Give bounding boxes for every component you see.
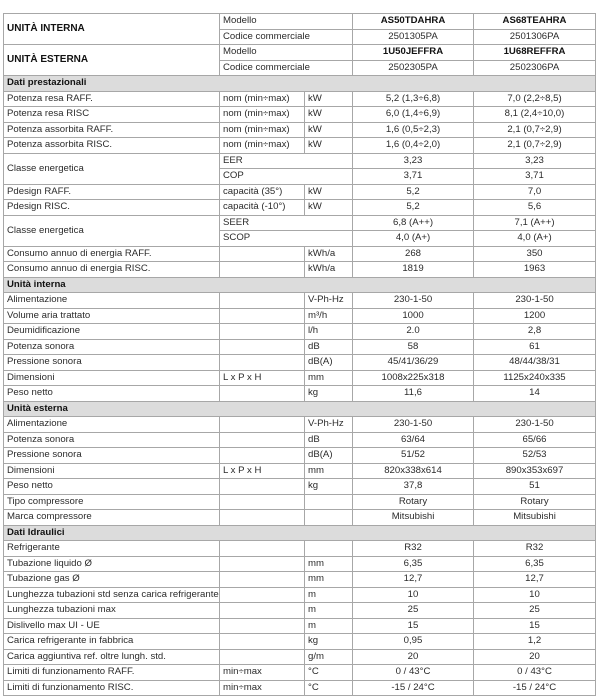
value-model-2: 1125x240x335 (474, 370, 596, 386)
row-label: Limiti di funzionamento RISC. (4, 680, 220, 696)
value-model-1: 4,0 (A+) (353, 231, 474, 247)
row-unit: kW (305, 91, 353, 107)
value-model-1: 15 (353, 618, 474, 634)
row-condition: nom (min÷max) (220, 122, 305, 138)
row-condition (220, 324, 305, 340)
value-model-2: 2,8 (474, 324, 596, 340)
row-label: Potenza assorbita RAFF. (4, 122, 220, 138)
value-model-2: 5,6 (474, 200, 596, 216)
value-model-1: 1008x225x318 (353, 370, 474, 386)
value-model-1: 5,2 (353, 200, 474, 216)
value-model-1: 11,6 (353, 386, 474, 402)
row-label: Pressione sonora (4, 355, 220, 371)
table-row (4, 665, 596, 681)
value-model-1: 10 (353, 587, 474, 603)
value-model-2: 12,7 (474, 572, 596, 588)
row-label: Deumidificazione (4, 324, 220, 340)
row-unit: kW (305, 184, 353, 200)
row-condition: L x P x H (220, 370, 305, 386)
row-unit: mm (305, 370, 353, 386)
value-model-1: 6,35 (353, 556, 474, 572)
row-condition (220, 572, 305, 588)
row-label: Pdesign RAFF. (4, 184, 220, 200)
row-label: Lunghezza tubazioni std senza carica refrigerante (4, 587, 220, 603)
row-condition (220, 448, 305, 464)
row-label: Dislivello max UI - UE (4, 618, 220, 634)
row-unit: V-Ph-Hz (305, 417, 353, 433)
table-row (4, 246, 596, 262)
row-label: Alimentazione (4, 293, 220, 309)
section-title: Unità esterna (4, 401, 596, 417)
value-model-2: 48/44/38/31 (474, 355, 596, 371)
table-row (4, 541, 596, 557)
table-row (4, 417, 596, 433)
row-label: Classe energetica (4, 153, 220, 184)
table-row (4, 324, 596, 340)
section-title: Dati Idraulici (4, 525, 596, 541)
row-unit: l/h (305, 324, 353, 340)
row-condition: capacità (-10°) (220, 200, 305, 216)
value-model-1: 12,7 (353, 572, 474, 588)
row-condition: EER (220, 153, 353, 169)
esterna-model-row (4, 45, 596, 61)
row-unit: m³/h (305, 308, 353, 324)
section-title: Dati prestazionali (4, 76, 596, 92)
row-unit: m (305, 587, 353, 603)
table-row (4, 603, 596, 619)
row-condition (220, 618, 305, 634)
value-model-2: 8,1 (2,4÷10,0) (474, 107, 596, 123)
value-model-2: 4,0 (A+) (474, 231, 596, 247)
spec-sheet (3, 13, 595, 696)
row-unit: kWh/a (305, 262, 353, 278)
row-label: Tubazione liquido Ø (4, 556, 220, 572)
table-row (4, 355, 596, 371)
row-unit (305, 494, 353, 510)
table-row (4, 432, 596, 448)
row-label: Tipo compressore (4, 494, 220, 510)
section-header (4, 76, 596, 92)
row-label: Dimensioni (4, 463, 220, 479)
row-condition: capacità (35°) (220, 184, 305, 200)
row-unit: m (305, 618, 353, 634)
row-condition (220, 634, 305, 650)
table-row (4, 339, 596, 355)
value-model-2: 51 (474, 479, 596, 495)
row-condition: L x P x H (220, 463, 305, 479)
value-model-1: 63/64 (353, 432, 474, 448)
esterna-code-1: 2502305PA (353, 60, 474, 76)
value-model-2: 350 (474, 246, 596, 262)
row-unit: V-Ph-Hz (305, 293, 353, 309)
value-model-1: 2.0 (353, 324, 474, 340)
table-row (4, 618, 596, 634)
table-row (4, 494, 596, 510)
value-model-2: 14 (474, 386, 596, 402)
row-unit: mm (305, 556, 353, 572)
row-label: Dimensioni (4, 370, 220, 386)
table-row (4, 308, 596, 324)
row-condition (220, 339, 305, 355)
row-condition (220, 541, 305, 557)
value-model-2: 1,2 (474, 634, 596, 650)
table-row (4, 479, 596, 495)
row-condition (220, 587, 305, 603)
value-model-2: 230-1-50 (474, 293, 596, 309)
row-label: Peso netto (4, 386, 220, 402)
table-row (4, 680, 596, 696)
table-row (4, 91, 596, 107)
row-label: Potenza resa RAFF. (4, 91, 220, 107)
value-model-1: 230-1-50 (353, 417, 474, 433)
table-row (4, 107, 596, 123)
row-label: Pressione sonora (4, 448, 220, 464)
row-condition (220, 293, 305, 309)
row-condition (220, 494, 305, 510)
section-header (4, 401, 596, 417)
row-label: Refrigerante (4, 541, 220, 557)
row-unit: kW (305, 107, 353, 123)
value-model-2: 1200 (474, 308, 596, 324)
value-model-1: 6,0 (1,4÷6,9) (353, 107, 474, 123)
value-model-1: R32 (353, 541, 474, 557)
row-unit: kW (305, 122, 353, 138)
row-condition: nom (min÷max) (220, 138, 305, 154)
row-unit (305, 541, 353, 557)
row-label: Classe energetica (4, 215, 220, 246)
row-label: Potenza assorbita RISC. (4, 138, 220, 154)
value-model-2: 890x353x697 (474, 463, 596, 479)
modello-label: Modello (220, 14, 353, 30)
table-row (4, 556, 596, 572)
spec-table (3, 13, 596, 696)
value-model-1: 0 / 43°C (353, 665, 474, 681)
value-model-1: 1,6 (0,4÷2,0) (353, 138, 474, 154)
row-label: Limiti di funzionamento RAFF. (4, 665, 220, 681)
unita-interna-label: UNITÀ INTERNA (4, 14, 220, 45)
value-model-2: 3,23 (474, 153, 596, 169)
row-unit: mm (305, 572, 353, 588)
row-label: Marca compressore (4, 510, 220, 526)
value-model-2: 65/66 (474, 432, 596, 448)
value-model-1: 25 (353, 603, 474, 619)
row-label: Carica aggiuntiva ref. oltre lungh. std. (4, 649, 220, 665)
row-unit: kW (305, 138, 353, 154)
row-condition (220, 262, 305, 278)
table-row (4, 200, 596, 216)
row-condition (220, 417, 305, 433)
interna-model-1: AS50TDAHRA (353, 14, 474, 30)
interna-model-row (4, 14, 596, 30)
value-model-1: 230-1-50 (353, 293, 474, 309)
row-condition: SCOP (220, 231, 353, 247)
row-unit: kg (305, 634, 353, 650)
row-unit: dB(A) (305, 448, 353, 464)
value-model-2: 6,35 (474, 556, 596, 572)
value-model-2: 15 (474, 618, 596, 634)
table-row (4, 649, 596, 665)
section-header (4, 525, 596, 541)
value-model-2: 10 (474, 587, 596, 603)
row-label: Carica refrigerante in fabbrica (4, 634, 220, 650)
value-model-2: 7,0 (2,2÷8,5) (474, 91, 596, 107)
value-model-1: 6,8 (A++) (353, 215, 474, 231)
row-condition: SEER (220, 215, 353, 231)
value-model-1: 51/52 (353, 448, 474, 464)
codice-label: Codice commerciale (220, 29, 353, 45)
row-unit: °C (305, 665, 353, 681)
row-condition: min÷max (220, 680, 305, 696)
value-model-2: 7,1 (A++) (474, 215, 596, 231)
value-model-1: 0,95 (353, 634, 474, 650)
interna-code-2: 2501306PA (474, 29, 596, 45)
row-unit: kWh/a (305, 246, 353, 262)
value-model-2: Rotary (474, 494, 596, 510)
table-row (4, 262, 596, 278)
value-model-2: 61 (474, 339, 596, 355)
row-condition (220, 386, 305, 402)
value-model-2: 3,71 (474, 169, 596, 185)
value-model-1: 20 (353, 649, 474, 665)
row-unit: dB (305, 339, 353, 355)
section-title: Unità interna (4, 277, 596, 293)
value-model-1: 58 (353, 339, 474, 355)
row-unit (305, 510, 353, 526)
row-condition: COP (220, 169, 353, 185)
value-model-2: 25 (474, 603, 596, 619)
value-model-2: 7,0 (474, 184, 596, 200)
row-label: Lunghezza tubazioni max (4, 603, 220, 619)
row-condition: nom (min÷max) (220, 107, 305, 123)
spec-table-body (4, 14, 596, 696)
row-condition (220, 479, 305, 495)
row-label: Potenza sonora (4, 339, 220, 355)
unita-esterna-label: UNITÀ ESTERNA (4, 45, 220, 76)
value-model-2: -15 / 24°C (474, 680, 596, 696)
row-condition (220, 308, 305, 324)
value-model-1: 3,71 (353, 169, 474, 185)
value-model-2: 2,1 (0,7÷2,9) (474, 122, 596, 138)
value-model-2: Mitsubishi (474, 510, 596, 526)
row-label: Volume aria trattato (4, 308, 220, 324)
table-row (4, 386, 596, 402)
row-label: Consumo annuo di energia RAFF. (4, 246, 220, 262)
esterna-code-2: 2502306PA (474, 60, 596, 76)
value-model-2: 52/53 (474, 448, 596, 464)
row-unit: m (305, 603, 353, 619)
table-row (4, 510, 596, 526)
value-model-1: 1000 (353, 308, 474, 324)
table-row (4, 463, 596, 479)
row-condition: nom (min÷max) (220, 91, 305, 107)
row-label: Potenza sonora (4, 432, 220, 448)
value-model-1: 1819 (353, 262, 474, 278)
value-model-1: 5,2 (1,3÷6,8) (353, 91, 474, 107)
value-model-2: 2,1 (0,7÷2,9) (474, 138, 596, 154)
row-unit: mm (305, 463, 353, 479)
table-row (4, 370, 596, 386)
row-condition: min÷max (220, 665, 305, 681)
row-label: Peso netto (4, 479, 220, 495)
section-header (4, 277, 596, 293)
row-label: Tubazione gas Ø (4, 572, 220, 588)
value-model-1: -15 / 24°C (353, 680, 474, 696)
table-row (4, 634, 596, 650)
row-condition (220, 649, 305, 665)
value-model-1: Rotary (353, 494, 474, 510)
table-row (4, 572, 596, 588)
table-row (4, 448, 596, 464)
value-model-1: 5,2 (353, 184, 474, 200)
value-model-1: Mitsubishi (353, 510, 474, 526)
value-model-2: 1963 (474, 262, 596, 278)
row-condition (220, 603, 305, 619)
value-model-1: 45/41/36/29 (353, 355, 474, 371)
table-row (4, 184, 596, 200)
row-unit: kW (305, 200, 353, 216)
row-unit: g/m (305, 649, 353, 665)
row-unit: °C (305, 680, 353, 696)
value-model-1: 37,8 (353, 479, 474, 495)
row-unit: kg (305, 479, 353, 495)
row-unit: kg (305, 386, 353, 402)
row-condition (220, 510, 305, 526)
table-row (4, 122, 596, 138)
row-unit: dB (305, 432, 353, 448)
interna-code-1: 2501305PA (353, 29, 474, 45)
row-label: Alimentazione (4, 417, 220, 433)
value-model-1: 3,23 (353, 153, 474, 169)
esterna-model-1: 1U50JEFFRA (353, 45, 474, 61)
value-model-2: 230-1-50 (474, 417, 596, 433)
modello-label: Modello (220, 45, 353, 61)
table-row (4, 587, 596, 603)
esterna-model-2: 1U68REFFRA (474, 45, 596, 61)
table-row (4, 153, 596, 169)
row-condition (220, 246, 305, 262)
value-model-2: 0 / 43°C (474, 665, 596, 681)
interna-model-2: AS68TEAHRA (474, 14, 596, 30)
value-model-1: 268 (353, 246, 474, 262)
table-row (4, 293, 596, 309)
table-row (4, 138, 596, 154)
row-condition (220, 432, 305, 448)
table-row (4, 215, 596, 231)
value-model-2: 20 (474, 649, 596, 665)
row-label: Pdesign RISC. (4, 200, 220, 216)
row-unit: dB(A) (305, 355, 353, 371)
row-condition (220, 355, 305, 371)
value-model-1: 820x338x614 (353, 463, 474, 479)
value-model-2: R32 (474, 541, 596, 557)
row-condition (220, 556, 305, 572)
row-label: Consumo annuo di energia RISC. (4, 262, 220, 278)
row-label: Potenza resa RISC (4, 107, 220, 123)
codice-label: Codice commerciale (220, 60, 353, 76)
value-model-1: 1,6 (0,5÷2,3) (353, 122, 474, 138)
